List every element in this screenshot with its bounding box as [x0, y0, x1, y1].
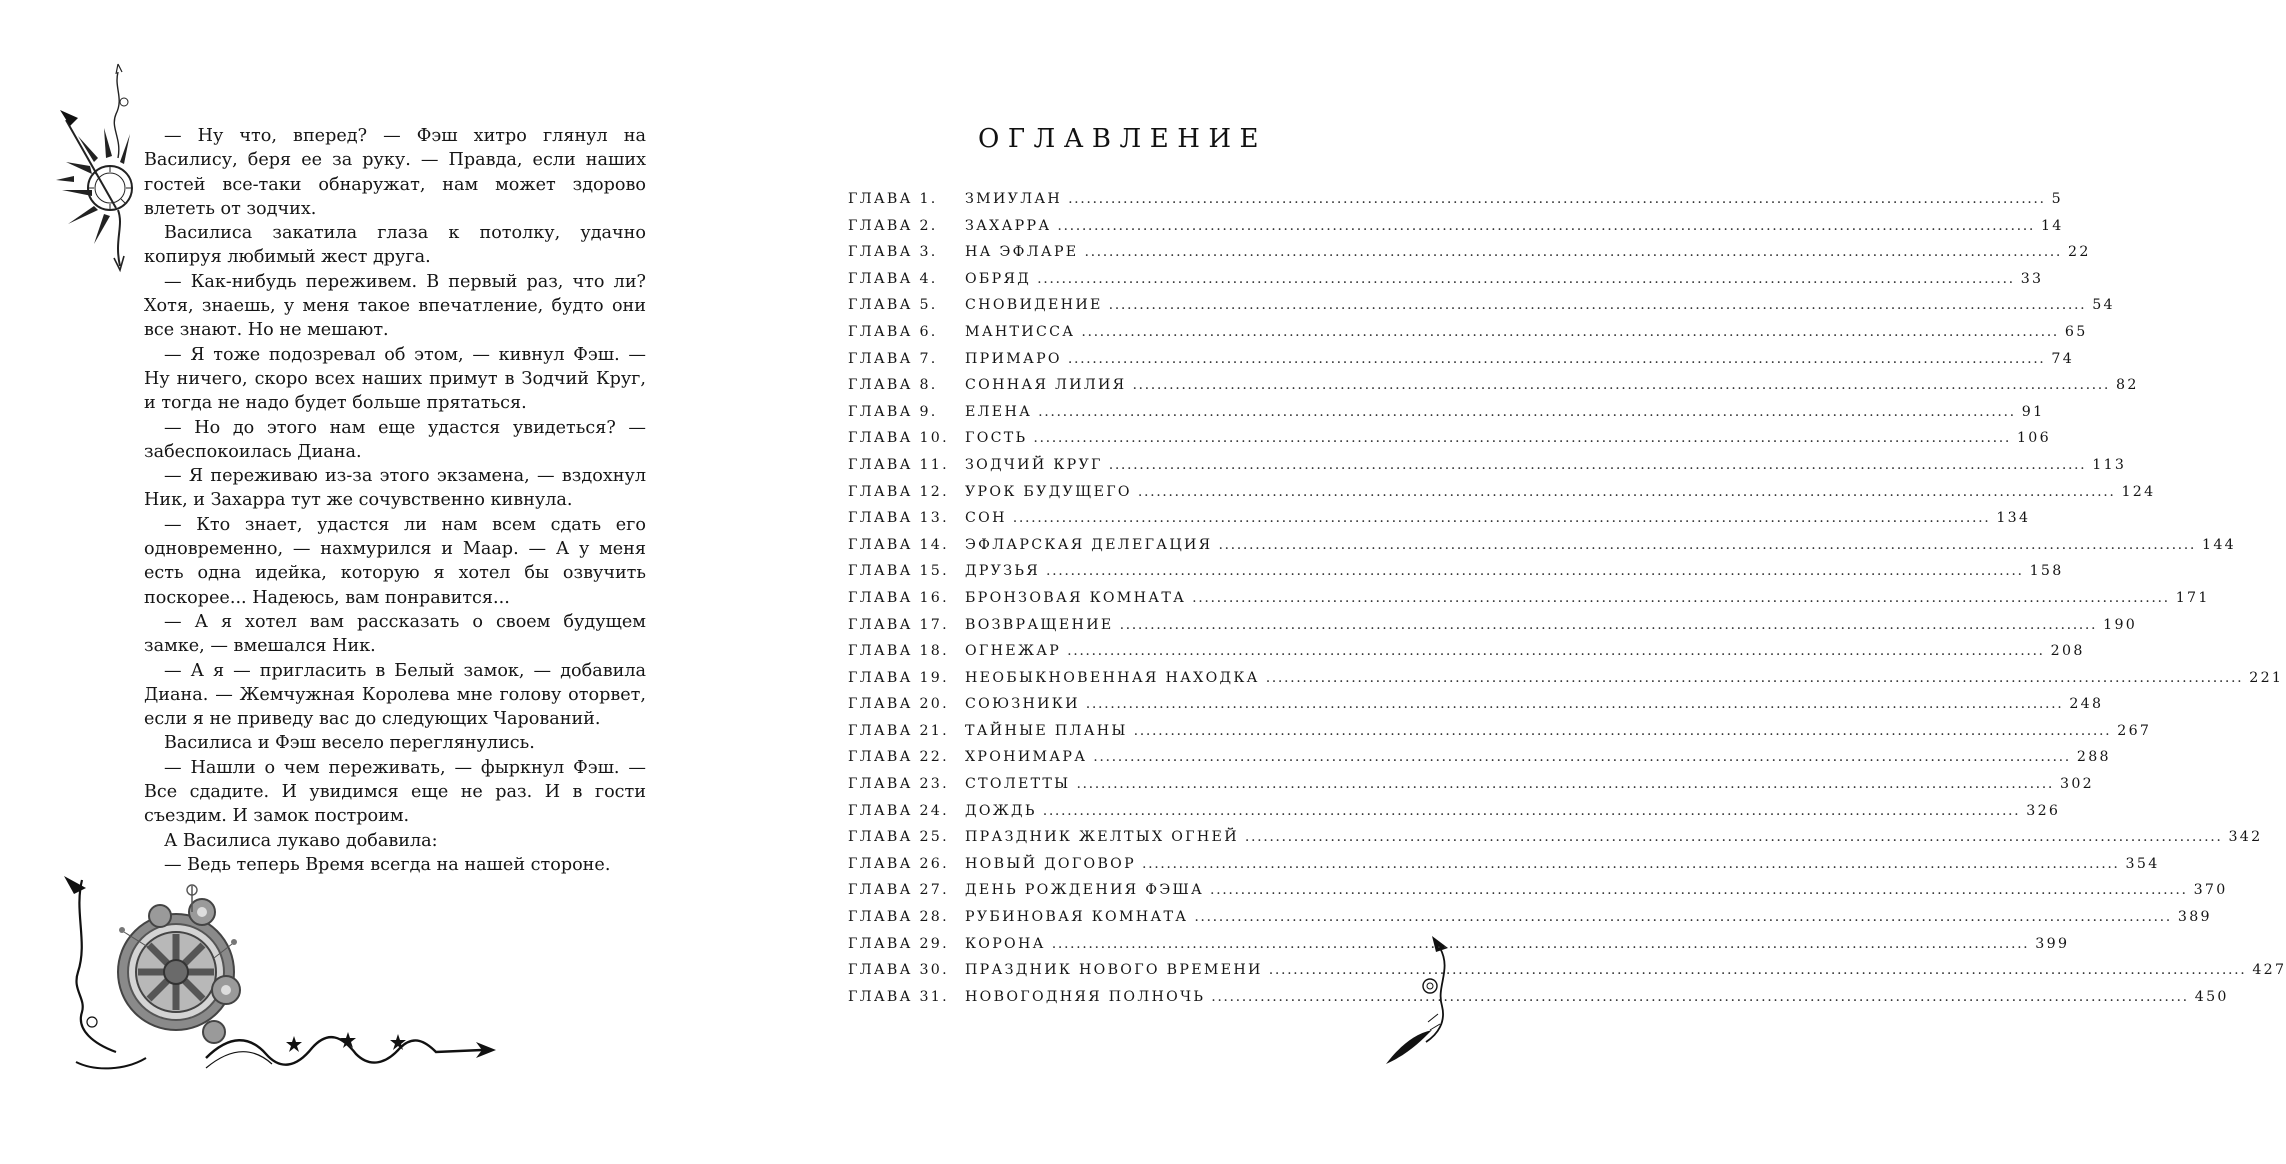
- toc-row: [848, 244, 2091, 271]
- toc-row: [848, 456, 2127, 484]
- page-number: 74: [2051, 350, 2075, 367]
- page-number: 450: [2194, 988, 2229, 1005]
- paragraph: — Но до этого нам еще удастся увидеться? — забеспокоилась Диана.: [144, 417, 646, 462]
- chapter-title: ПРИМАРО: [965, 350, 1062, 367]
- dot-leader: ................................................................................................................................................................: [1081, 323, 2059, 340]
- toc-entry: [965, 350, 2075, 367]
- dot-leader: ................................................................................................................................................................: [1046, 563, 2024, 580]
- page-number: 5: [2051, 191, 2063, 207]
- page-number: 124: [2121, 483, 2156, 500]
- chapter-label: ГЛАВА 9.: [848, 403, 938, 420]
- chapter-title: ПРАЗДНИК ЖЕЛТЫХ ОГНЕЙ: [965, 829, 1239, 846]
- dot-leader: ................................................................................................................................................................: [1067, 643, 2045, 660]
- chapter-title: ПРАЗДНИК НОВОГО ВРЕМЕНИ: [965, 962, 1263, 979]
- dot-leader: ................................................................................................................................................................: [1038, 403, 2016, 420]
- arrow-head-icon: [60, 110, 78, 126]
- chapter-title: ОГНЕЖАР: [965, 643, 1062, 660]
- toc-row: [848, 882, 2228, 909]
- dot-leader: ................................................................................................................................................................: [1068, 191, 2046, 207]
- chapter-title: ХРОНИМАРА: [965, 749, 1088, 766]
- toc-row: [848, 722, 2152, 750]
- dot-leader: ................................................................................................................................................................: [1012, 510, 1991, 527]
- page-number: 113: [2092, 456, 2127, 473]
- chapter-label: ГЛАВА 20.: [848, 696, 949, 713]
- page-number: 82: [2116, 377, 2139, 394]
- page-number: 221: [2249, 669, 2284, 686]
- toc-row: [848, 669, 2284, 697]
- page-number: 33: [2020, 270, 2044, 287]
- chapter-title: ВОЗВРАЩЕНИЕ: [965, 616, 1114, 633]
- chapter-title: ГОСТЬ: [965, 430, 1028, 447]
- chapter-label: ГЛАВА 17.: [848, 616, 949, 633]
- toc-row: [848, 483, 2156, 511]
- paragraph: Василиса и Фэш весело переглянулись.: [164, 733, 535, 754]
- story-text: [144, 124, 646, 877]
- page-number: 427: [2252, 962, 2286, 979]
- chapter-label: ГЛАВА 16.: [848, 589, 949, 606]
- chapter-title: ЗОДЧИЙ КРУГ: [965, 456, 1103, 473]
- chapter-title: ЗАХАРРА: [965, 217, 1052, 234]
- chapter-label: ГЛАВА 5.: [848, 297, 938, 314]
- paragraph: Василиса закатила глаза к потолку, удачно копируя любимый жест друга.: [144, 223, 646, 268]
- paragraph: — А я хотел вам рассказать о своем будущем замке, — вмешался Ник.: [144, 611, 646, 657]
- page-number: 134: [1996, 510, 2031, 527]
- chapter-title: ЭФЛАРСКАЯ ДЕЛЕГАЦИЯ: [965, 536, 1213, 553]
- toc-entry: [965, 297, 2115, 314]
- page-number: 248: [2069, 696, 2104, 713]
- chapter-label: ГЛАВА 8.: [848, 377, 938, 394]
- chapter-label: ГЛАВА 22.: [848, 749, 949, 766]
- toc-row: [848, 589, 2210, 617]
- toc-entry: [965, 403, 2045, 420]
- chapter-title: РУБИНОВАЯ КОМНАТА: [965, 909, 1189, 926]
- dot-leader: ................................................................................................................................................................: [1119, 616, 2098, 633]
- chapter-title: ЗМИУЛАН: [965, 191, 1063, 207]
- page-number: 106: [2016, 430, 2051, 447]
- toc-row: [848, 855, 2160, 883]
- dot-leader: ................................................................................................................................................................: [1084, 244, 2063, 261]
- chapter-title: СТОЛЕТТЫ: [965, 776, 1071, 793]
- toc-entry: [965, 909, 2212, 926]
- page-number: 342: [2228, 829, 2263, 846]
- toc-entry: [965, 244, 2091, 261]
- dot-leader: ................................................................................................................................................................: [1132, 377, 2111, 394]
- wave-arrow-ornament: [200, 1024, 500, 1074]
- chapter-label: ГЛАВА 21.: [848, 722, 949, 739]
- toc-row: [848, 297, 2115, 324]
- toc-entry: [965, 669, 2284, 686]
- dot-leader: ................................................................................................................................................................: [1037, 270, 2015, 287]
- dot-leader: ................................................................................................................................................................: [1244, 829, 2223, 846]
- chapter-title: СОННАЯ ЛИЛИЯ: [965, 377, 1127, 394]
- dot-leader: ................................................................................................................................................................: [1137, 483, 2116, 500]
- dot-leader: ................................................................................................................................................................: [1085, 696, 2064, 713]
- dot-leader: ................................................................................................................................................................: [1033, 430, 2011, 447]
- toc-entry: [965, 191, 2063, 207]
- chapter-label: ГЛАВА 11.: [848, 456, 949, 473]
- toc-entry: [965, 323, 2088, 340]
- chapter-title: ЕЛЕНА: [965, 403, 1033, 420]
- chapter-label: ГЛАВА 31.: [848, 988, 949, 1005]
- toc-entry: [965, 829, 2263, 846]
- toc-row: [848, 749, 2111, 776]
- toc-row: [848, 909, 2212, 936]
- paragraph: А Василиса лукаво добавила:: [164, 830, 438, 851]
- toc-entry: [965, 270, 2044, 287]
- page-number: 370: [2193, 882, 2228, 899]
- sun-clock-arrow-ornament: [44, 58, 140, 274]
- page-number: 158: [2029, 563, 2064, 580]
- chapter-title: СОН: [965, 510, 1007, 527]
- toc-row: [848, 377, 2139, 404]
- chapter-label: ГЛАВА 7.: [848, 350, 938, 367]
- chapter-title: УРОК БУДУЩЕГО: [965, 483, 1132, 500]
- chapter-label: ГЛАВА 26.: [848, 855, 949, 872]
- toc-entry: [965, 962, 2286, 979]
- chapter-label: ГЛАВА 2.: [848, 217, 938, 234]
- dot-leader: ................................................................................................................................................................: [1211, 988, 2189, 1005]
- toc-row: [848, 563, 2064, 590]
- toc-row: [848, 536, 2236, 564]
- page-number: 171: [2175, 589, 2210, 606]
- dot-leader: ................................................................................................................................................................: [1076, 776, 2055, 793]
- toc-entry: [965, 217, 2064, 234]
- chapter-title: ОБРЯД: [965, 270, 1032, 287]
- paragraph: — Я переживаю из-за этого экзамена, — вздохнул Ник, и Захарра тут же сочувственно кивнула.: [144, 466, 646, 511]
- toc-row: [848, 643, 2085, 670]
- chapter-label: ГЛАВА 27.: [848, 882, 949, 899]
- page-number: 65: [2064, 323, 2088, 340]
- chapter-title: НОВОГОДНЯЯ ПОЛНОЧЬ: [965, 988, 1206, 1005]
- toc-entry: [965, 377, 2139, 394]
- toc-entry: [965, 988, 2229, 1005]
- chapter-label: ГЛАВА 28.: [848, 909, 949, 926]
- page-number: 144: [2202, 536, 2236, 553]
- toc-row: [848, 696, 2104, 723]
- toc-entry: [965, 722, 2152, 739]
- chapter-label: ГЛАВА 23.: [848, 776, 949, 793]
- toc-entry: [965, 563, 2064, 580]
- chapter-title: НЕОБЫКНОВЕННАЯ НАХОДКА: [965, 669, 1260, 686]
- chapter-label: ГЛАВА 1.: [848, 191, 938, 207]
- toc-entry: [965, 456, 2127, 473]
- toc-entry: [965, 430, 2051, 447]
- chapter-label: ГЛАВА 6.: [848, 323, 938, 340]
- chapter-label: ГЛАВА 4.: [848, 270, 938, 287]
- chapter-title: МАНТИССА: [965, 323, 1076, 340]
- chapter-label: ГЛАВА 12.: [848, 483, 949, 500]
- toc-entry: [965, 589, 2210, 606]
- toc-row: [848, 776, 2094, 803]
- dot-leader: ................................................................................................................................................................: [1108, 456, 2087, 473]
- toc-title: ОГЛАВЛЕНИЕ: [978, 124, 1268, 154]
- dot-leader: ................................................................................................................................................................: [1108, 297, 2087, 314]
- toc-entry: [965, 802, 2061, 819]
- paragraph: — Нашли о чем переживать, — фыркнул Фэш. — Все сдадите. И увидимся еще не раз. И в гости съездим. И замок построим.: [144, 757, 646, 827]
- toc-row: [848, 935, 2070, 963]
- dot-leader: ................................................................................................................................................................: [1268, 962, 2247, 979]
- toc-row: [848, 616, 2138, 644]
- toc-row: [848, 191, 2063, 218]
- chapter-label: ГЛАВА 10.: [848, 430, 949, 447]
- chapter-title: СНОВИДЕНИЕ: [965, 297, 1103, 314]
- chapter-title: ТАЙНЫЕ ПЛАНЫ: [965, 722, 1128, 739]
- chapter-label: ГЛАВА 14.: [848, 536, 949, 553]
- chapter-label: ГЛАВА 18.: [848, 643, 949, 660]
- toc-entry: [965, 643, 2085, 660]
- toc-row: [848, 962, 2286, 989]
- chapter-title: НА ЭФЛАРЕ: [965, 244, 1079, 261]
- page-number: 326: [2026, 802, 2061, 819]
- toc-row: [848, 430, 2051, 457]
- toc-entry: [965, 882, 2228, 899]
- paragraph: — Кто знает, удастся ли нам всем сдать его одновременно, — нахмурился и Маар. — А у меня есть одна идейка, которую я хотел бы озвучить поскорее... Надеюсь, вам понравится...: [144, 514, 646, 608]
- left-page: [0, 0, 750, 1164]
- page-number: 91: [2021, 403, 2045, 420]
- gear-icon: [118, 914, 234, 1030]
- toc-row: [848, 988, 2229, 1016]
- chapter-title: ДОЖДЬ: [965, 802, 1037, 819]
- dot-leader: ................................................................................................................................................................: [1194, 909, 2172, 926]
- paragraph: — Ведь теперь Время всегда на нашей стороне.: [164, 854, 611, 875]
- toc-row: [848, 350, 2075, 378]
- chapter-title: ДРУЗЬЯ: [965, 563, 1040, 580]
- small-gear-icon: [149, 905, 171, 927]
- page-number: 54: [2092, 297, 2115, 314]
- dot-leader: ................................................................................................................................................................: [1192, 589, 2170, 606]
- dot-leader: ................................................................................................................................................................: [1133, 722, 2112, 739]
- toc-row: [848, 802, 2061, 830]
- page-number: 399: [2035, 935, 2070, 952]
- toc-entry: [965, 696, 2104, 713]
- dot-leader: ................................................................................................................................................................: [1042, 802, 2021, 819]
- toc-entry: [965, 776, 2094, 793]
- paragraph: — Я тоже подозревал об этом, — кивнул Фэш. — Ну ничего, скоро всех наших примут в Зодчий Круг, и тогда не надо будет больше прятаться.: [144, 344, 646, 414]
- table-of-contents: [848, 191, 2286, 1015]
- dot-leader: ................................................................................................................................................................: [1265, 669, 2244, 686]
- chapter-label: ГЛАВА 3.: [848, 244, 938, 261]
- page-number: 302: [2060, 776, 2094, 793]
- toc-entry: [965, 616, 2138, 633]
- chapter-label: ГЛАВА 30.: [848, 962, 949, 979]
- chapter-label: ГЛАВА 29.: [848, 935, 949, 952]
- dot-leader: ................................................................................................................................................................: [1218, 536, 2197, 553]
- wave-line-icon: [206, 1037, 482, 1065]
- paragraph: — А я — пригласить в Белый замок, — добавила Диана. — Жемчужная Королева мне голову оторвет, если я не приведу вас до следующих Чарований.: [144, 660, 646, 730]
- chapter-title: НОВЫЙ ДОГОВОР: [965, 855, 1136, 872]
- chapter-title: ДЕНЬ РОЖДЕНИЯ ФЭША: [965, 882, 1205, 899]
- paragraph: — Ну что, вперед? — Фэш хитро глянул на Василису, беря ее за руку. — Правда, если наших гостей все-таки обнаружат, нам может здорово влететь от зодчих.: [144, 126, 646, 219]
- toc-row: [848, 403, 2045, 431]
- toc-entry: [965, 855, 2160, 872]
- chapter-title: КОРОНА: [965, 935, 1046, 952]
- dot-leader: ................................................................................................................................................................: [1067, 350, 2046, 367]
- page-number: 14: [2040, 217, 2064, 234]
- dot-leader: ................................................................................................................................................................: [1141, 855, 2120, 872]
- toc-entry: [965, 510, 2031, 527]
- toc-entry: [965, 935, 2070, 952]
- toc-entry: [965, 483, 2156, 500]
- page-number: 22: [2068, 244, 2091, 261]
- toc-entry: [965, 536, 2236, 553]
- toc-row: [848, 217, 2064, 245]
- chapter-label: ГЛАВА 13.: [848, 510, 949, 527]
- chapter-label: ГЛАВА 24.: [848, 802, 949, 819]
- dot-leader: ................................................................................................................................................................: [1057, 217, 2035, 234]
- chapter-label: ГЛАВА 15.: [848, 563, 949, 580]
- page-number: 190: [2103, 616, 2138, 633]
- page-number: 267: [2117, 722, 2152, 739]
- page-number: 208: [2050, 643, 2085, 660]
- chapter-title: БРОНЗОВАЯ КОМНАТА: [965, 589, 1187, 606]
- curl-arrow-icon: [76, 880, 116, 1052]
- toc-row: [848, 829, 2263, 856]
- toc-row: [848, 323, 2088, 351]
- dot-leader: ................................................................................................................................................................: [1093, 749, 2071, 766]
- page-number: 354: [2125, 855, 2160, 872]
- dot-leader: ................................................................................................................................................................: [1051, 935, 2030, 952]
- dot-leader: ................................................................................................................................................................: [1210, 882, 2188, 899]
- page-number: 389: [2177, 909, 2212, 926]
- toc-row: [848, 270, 2044, 298]
- toc-row: [848, 510, 2031, 537]
- paragraph: — Как-нибудь переживем. В первый раз, что ли? Хотя, знаешь, у меня такое впечатление, будто они все знают. Но не мешают.: [144, 271, 646, 341]
- page-number: 288: [2076, 749, 2111, 766]
- chapter-label: ГЛАВА 25.: [848, 829, 949, 846]
- chapter-label: ГЛАВА 19.: [848, 669, 949, 686]
- toc-entry: [965, 749, 2111, 766]
- star-icon: [286, 1032, 406, 1052]
- chapter-title: СОЮЗНИКИ: [965, 696, 1080, 713]
